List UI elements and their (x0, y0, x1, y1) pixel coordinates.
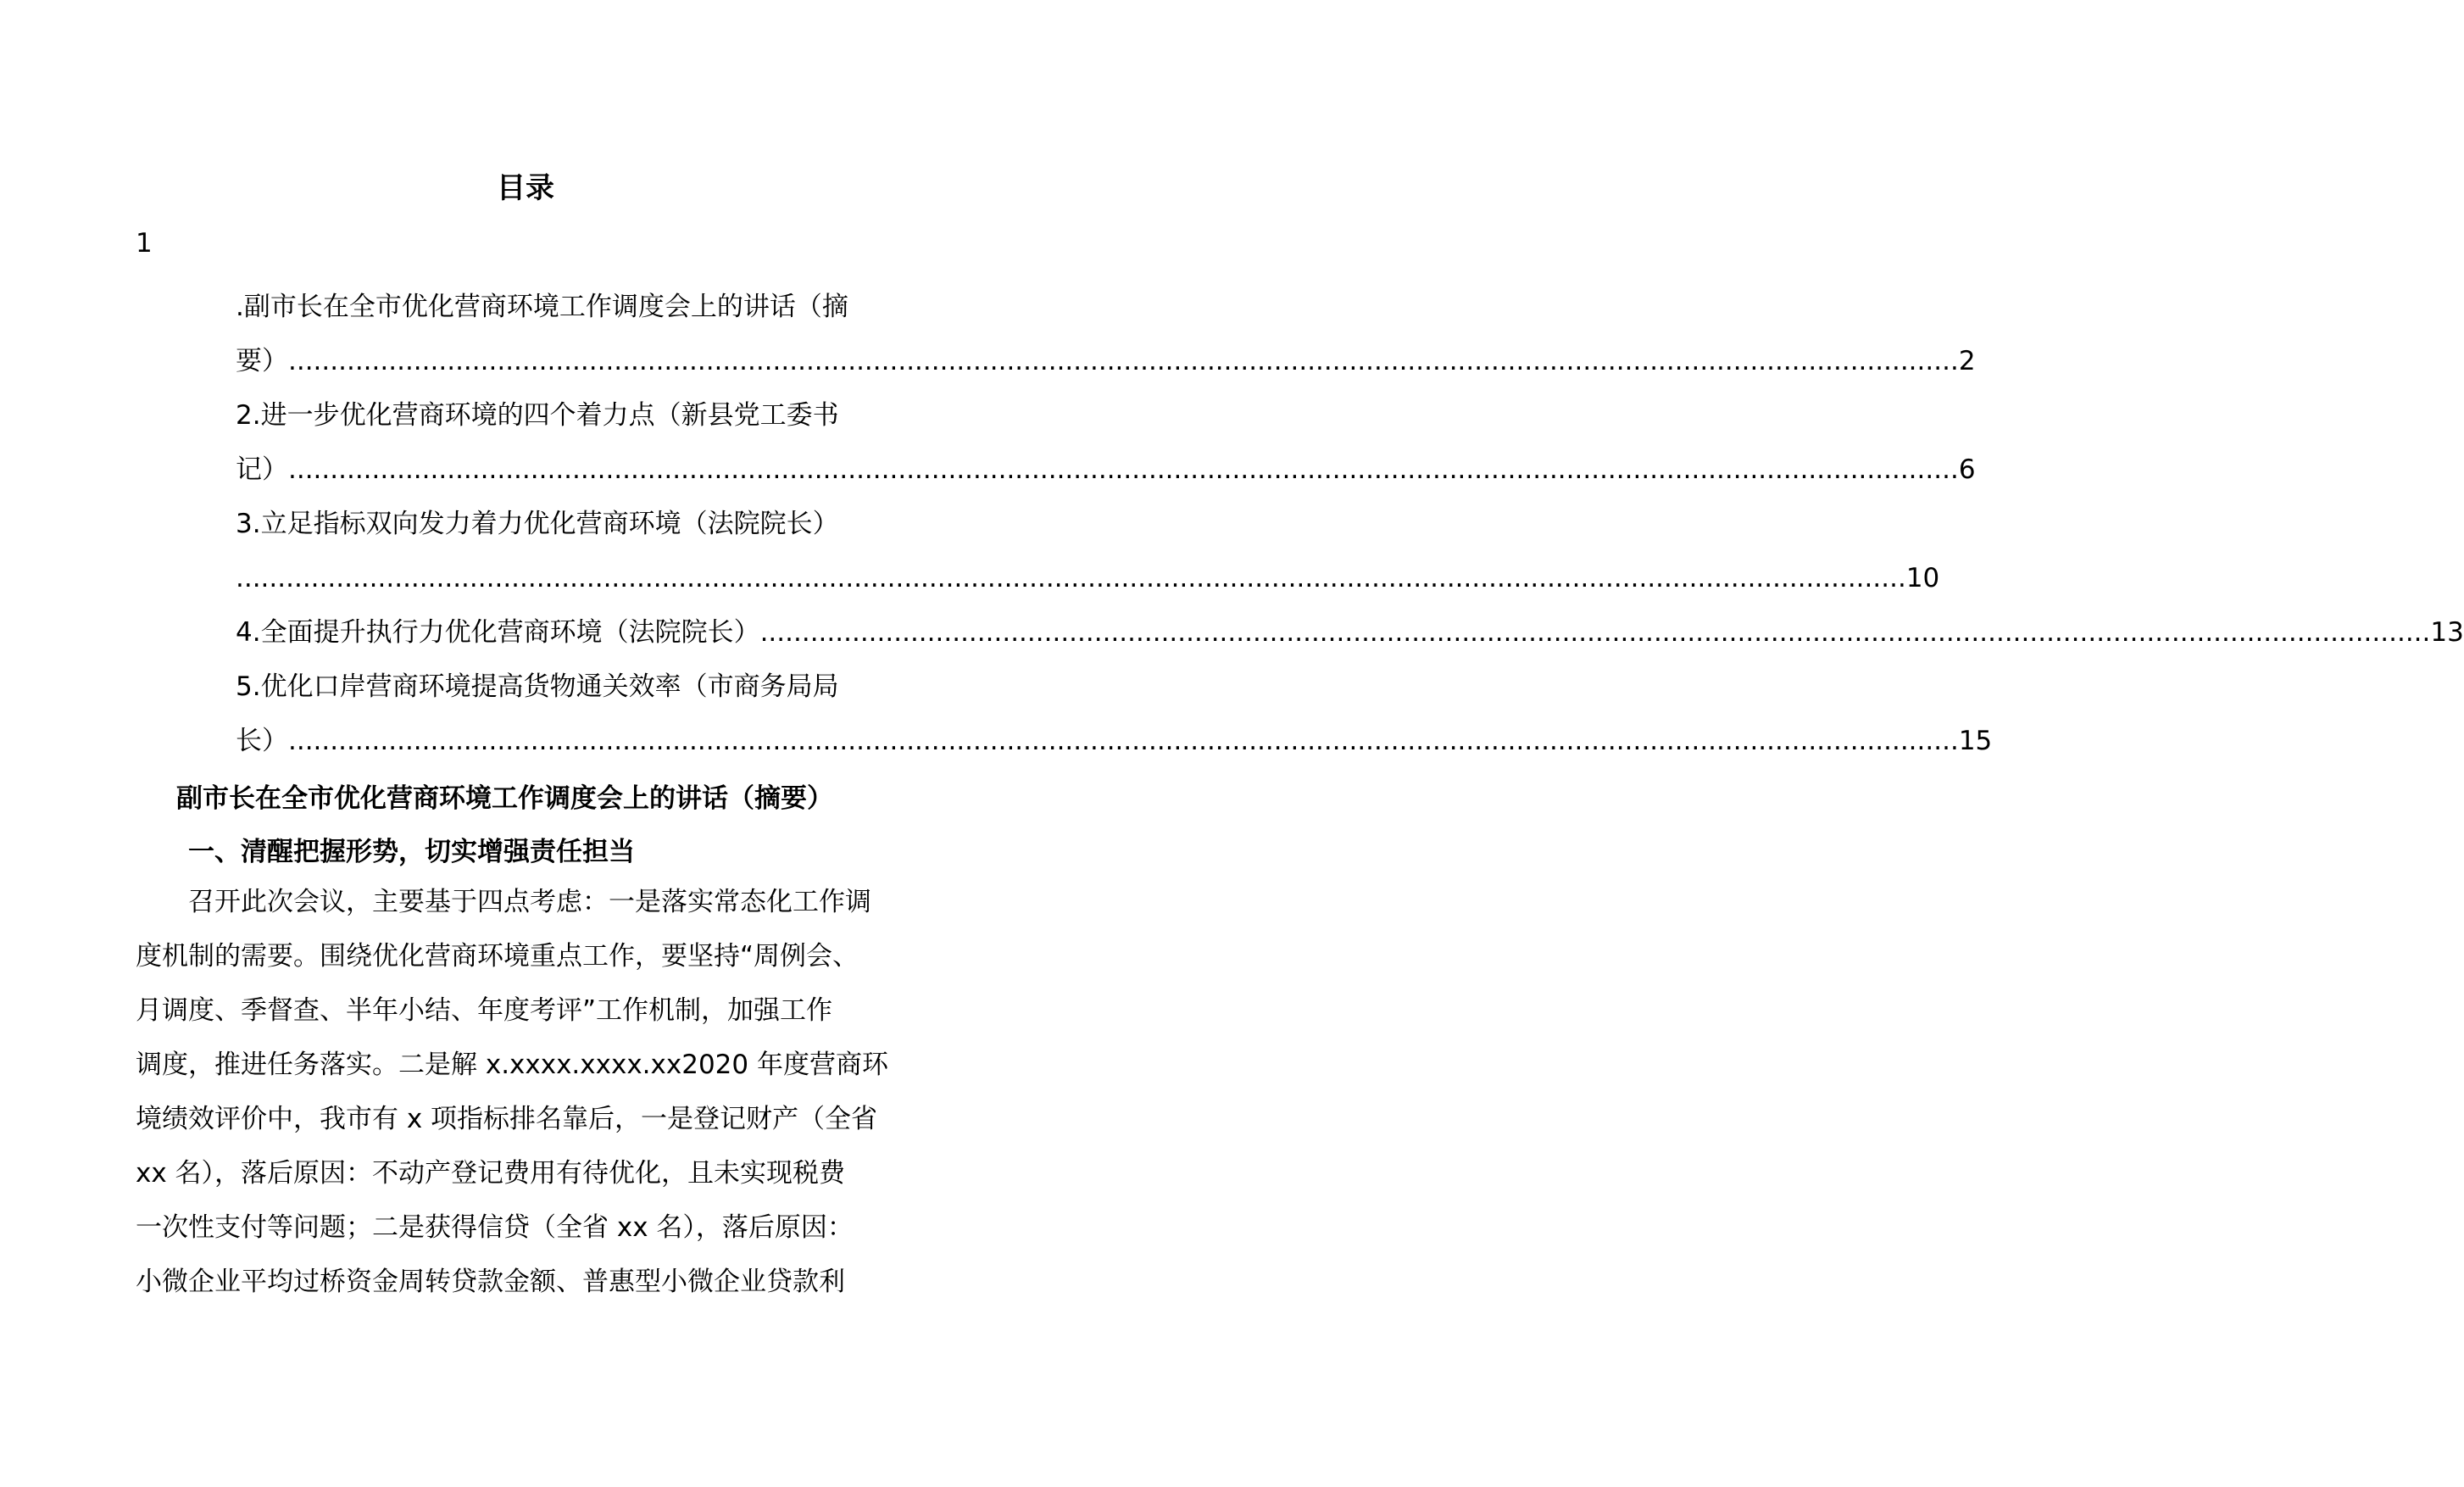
toc-entry-text: 5.优化口岸营商环境提高货物通关效率（市商务局局 (236, 671, 839, 702)
toc-title: 目录 (497, 171, 554, 205)
toc-page-number: 10 (1905, 563, 1940, 593)
toc-line[interactable] (236, 660, 873, 714)
toc-page-number: 15 (1958, 726, 1993, 756)
body-line: 月调度、季督查、半年小结、年度考评”工作机制，加强工作 (136, 995, 833, 1026)
toc-leader-dots: ........................................................................................................................................................................................................ (236, 563, 1906, 593)
toc-leader-dots: ........................................................................................................................................................................................................ (759, 617, 2431, 648)
toc-entry-text: 4.全面提升执行力优化营商环境（法院院长） (236, 617, 760, 648)
body-line: 调度，推进任务落实。二是解 x.xxxx.xxxx.xx2020 年度营商环 (136, 1050, 888, 1080)
document-title: 副市长在全市优化营商环境工作调度会上的讲话（摘要） (176, 783, 833, 814)
body-line: 召开此次会议，主要基于四点考虑：一是落实常态化工作调 (188, 887, 871, 917)
toc-line[interactable] (236, 280, 873, 334)
toc-line[interactable] (236, 443, 1976, 497)
toc-entry-text: 要） (236, 346, 288, 376)
toc-page-number: 13 (2430, 617, 2464, 648)
body-line: 一次性支付等问题；二是获得信贷（全省 xx 名），落后原因： (136, 1212, 854, 1243)
body-text (136, 875, 932, 1309)
toc-entry-text: 2.进一步优化营商环境的四个着力点（新县党工委书 (236, 400, 839, 431)
toc-entries (236, 280, 2464, 768)
body-line: 度机制的需要。围绕优化营商环境重点工作，要坚持“周例会、 (136, 941, 859, 972)
section-heading: 一、清醒把握形势，切实增强责任担当 (188, 837, 635, 867)
toc-line[interactable] (236, 551, 1940, 605)
body-line: 境绩效评价中，我市有 x 项指标排名靠后，一是登记财产（全省 (136, 1104, 878, 1134)
toc-lead-number: 1 (136, 228, 153, 259)
toc-line[interactable] (236, 497, 873, 551)
toc-entry-text: 长） (236, 726, 288, 756)
toc-entry-text: 记） (236, 454, 288, 485)
toc-line[interactable] (236, 334, 1976, 388)
toc-entry-text: 3.立足指标双向发力着力优化营商环境（法院院长） (236, 509, 839, 539)
toc-leader-dots: ........................................................................................................................................................................................................ (288, 454, 1959, 485)
toc-page-number: 6 (1958, 454, 1976, 485)
body-line: 小微企业平均过桥资金周转贷款金额、普惠型小微企业贷款利 (136, 1267, 845, 1297)
toc-line[interactable] (236, 388, 873, 443)
toc-page-number: 2 (1958, 346, 1976, 376)
toc-leader-dots: ........................................................................................................................................................................................................ (288, 726, 1959, 756)
body-line: xx 名），落后原因：不动产登记费用有待优化，且未实现税费 (136, 1158, 846, 1189)
toc-leader-dots: ........................................................................................................................................................................................................ (288, 346, 1959, 376)
toc-line[interactable] (236, 714, 1993, 768)
toc-entry-text: .副市长在全市优化营商环境工作调度会上的讲话（摘 (236, 292, 848, 322)
toc-line[interactable] (236, 605, 2464, 660)
